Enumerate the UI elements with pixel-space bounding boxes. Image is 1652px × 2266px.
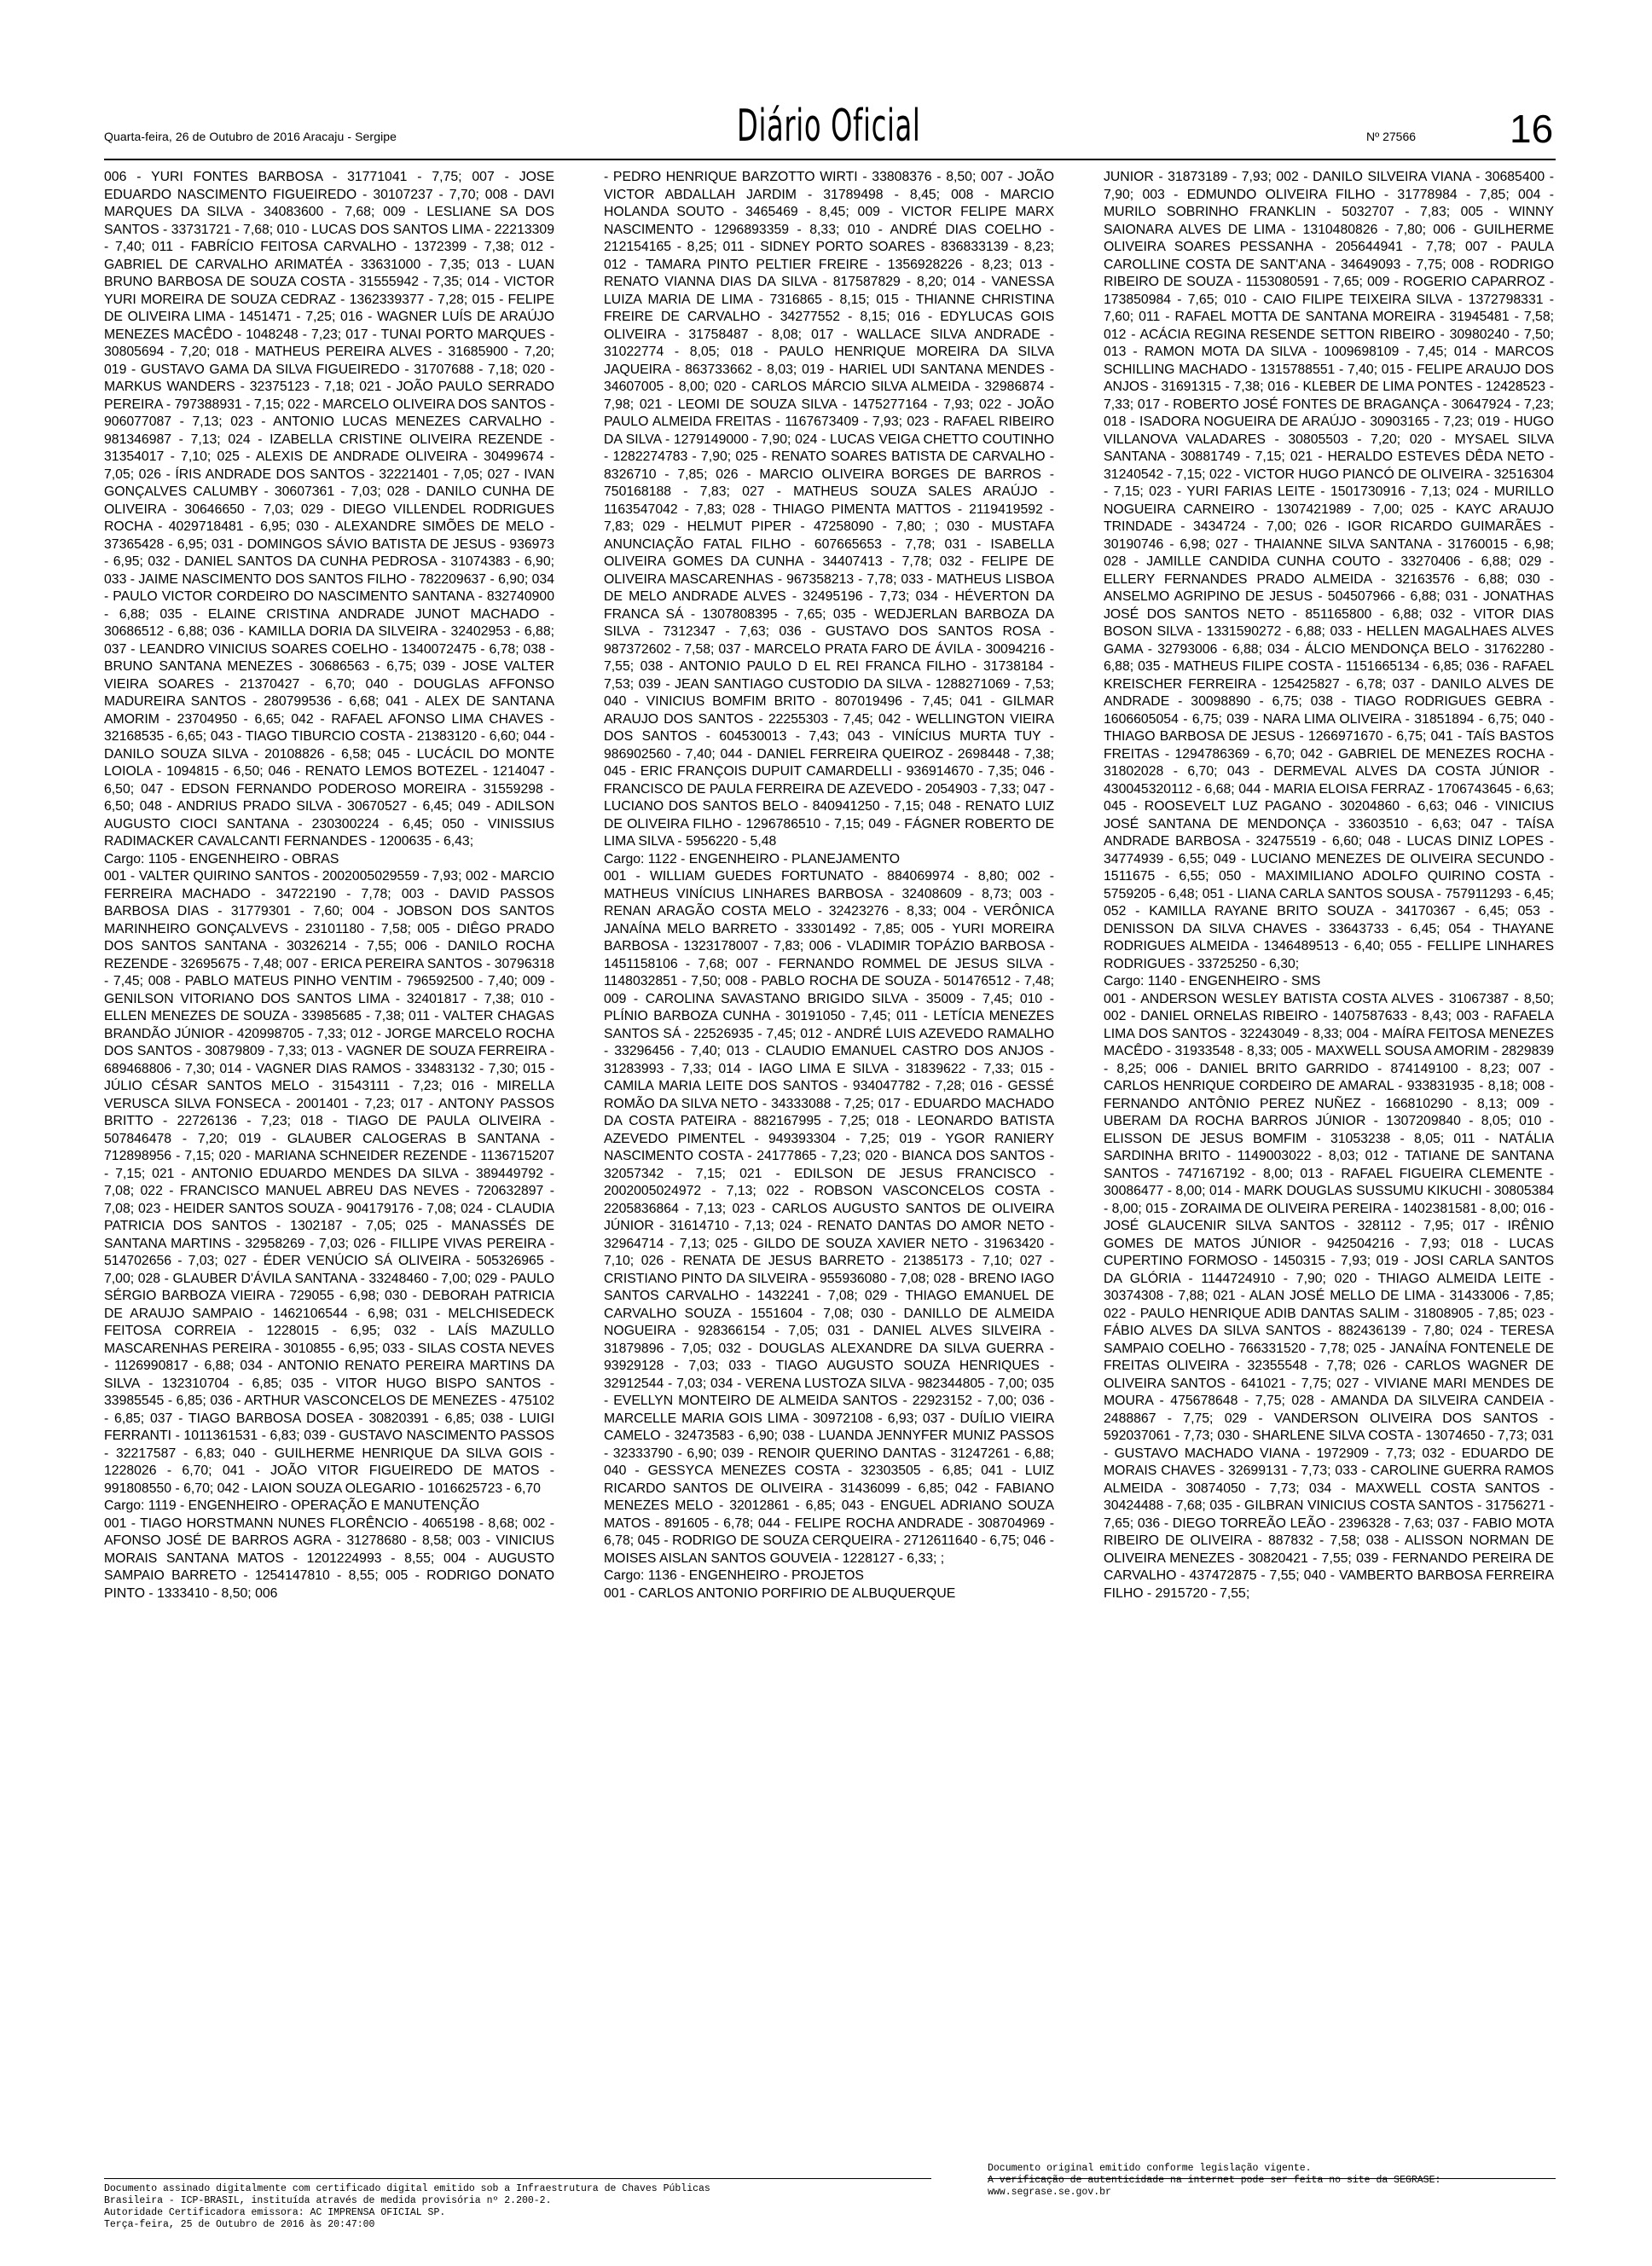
header-date-line: Quarta-feira, 26 de Outubro de 2016 Aracaju - Sergipe (104, 130, 397, 143)
cargo-heading: Cargo: 1119 - ENGENHEIRO - OPERAÇÃO E MANUTENÇÃO (104, 1498, 480, 1513)
footer-divider-left (104, 2178, 931, 2179)
footer-line: Documento original emitido conforme legislação vigente. (988, 2163, 1312, 2174)
footer-url: www.segrase.se.gov.br (988, 2187, 1111, 2198)
cargo-heading: Cargo: 1105 - ENGENHEIRO - OBRAS (104, 851, 339, 866)
header-divider (104, 159, 1556, 160)
footer-line: Terça-feira, 25 de Outubro de 2016 às 20:47:00 (104, 2219, 375, 2230)
page-number: 16 (1510, 107, 1554, 151)
footer-line: Brasileira - ICP-BRASIL, instituída através de medida provisória nº 2.200-2. (104, 2195, 552, 2206)
candidate-list: - PEDRO HENRIQUE BARZOTTO WIRTI - 33808376 - 8,50; 007 - JOÃO VICTOR ABDALLAH JARDIM - 31789498 - 8,45; 008 - MARCIO HOLANDA SOUTO - 3465469 - 8,45; 009 - VICTOR FELIPE MARX NASCIMENTO - 1296893359 - 8,33; 010 - ANDRÉ DIAS COELHO - 212154165 - 8,25; 011 - SIDNEY PORTO SOARES - 836833139 - 8,23; 012 - TAMARA PINTO PELTIER FREIRE - 1356928226 - 8,23; 013 - RENATO VIANNA DIAS DA SILVA - 817587829 - 8,20; 014 - VANESSA LUIZA MARIA DE LIMA - 7316865 - 8,15; 015 - THIANNE CHRISTINA FREIRE DE CARVALHO - 34277552 - 8,15; 016 - EDYLUCAS GOIS OLIVEIRA - 31758487 - 8,08; 017 - WALLACE SILVA ANDRADE - 31022774 - 8,05; 018 - PAULO HENRIQUE MOREIRA DA SILVA JAQUEIRA - 863733662 - 8,03; 019 - HARIEL UDI SANTANA MENDES - 34607005 - 8,00; 020 - CARLOS MÁRCIO SILVA ALMEIDA - 32986874 - 7,98; 021 - LEOMI DE SOUZA SILVA - 1475277164 - 7,93; 022 - JOÃO PAULO ALMEIDA FREITAS - 1167673409 - 7,93; 023 - RAFAEL RIBEIRO DA SILVA - 1279149000 - 7,90; 024 - LUCAS VEIGA CHETTO COUTINHO - 1282274783 - 7,90; 025 - RENATO SOARES BATISTA DE CARVALHO - 8326710 - 7,85; 026 - MARCIO OLIVEIRA BORGES DE BARROS - 750168188 - 7,83; 027 - MATHEUS SOUZA SALES ARAÚJO - 1163547042 - 7,83; 028 - THIAGO PIMENTA MATTOS - 2119419592 - 7,83; 029 - HELMUT PIPER - 47258090 - 7,80; ; 030 - MUSTAFA ANUNCIAÇÃO FATAL FILHO - 607665653 - 7,78; 031 - ISABELLA OLIVEIRA GOMES DA CUNHA - 34407413 - 7,78; 032 - FELIPE DE OLIVEIRA MASCARENHAS - 967358213 - 7,78; 033 - MATHEUS LISBOA DE MELO ANDRADE ALVES - 32495196 - 7,73; 034 - HÉVERTON DA FRANCA SÁ - 1307808395 - 7,65; 035 - WEDJERLAN BARBOZA DA SILVA - 7312347 - 7,63; 036 - GUSTAVO DOS SANTOS ROSA - 987372602 - 7,58; 037 - MARCELO PRATA FARO DE ÁVILA - 30094216 - 7,55; 038 - ANTONIO PAULO D EL REI FRANCA FILHO - 31738184 - 7,53; 039 - JEAN SANTIAGO CUSTODIO DA SILVA - 1288271069 - 7,53; 040 - VINICIUS BOMFIM BRITO - 807019496 - 7,45; 041 - GILMAR ARAUJO DOS SANTOS - 22255303 - 7,45; 042 - WELLINGTON VIEIRA DOS SANTOS - 604530013 - 7,43; 043 - VINÍCIUS MURTA TUY - 986902560 - 7,40; 044 - DANIEL FERREIRA QUEIROZ - 2698448 - 7,38; 045 - ERIC FRANÇOIS DUPUIT CAMARDELLI - 936914670 - 7,35; 046 - FRANCISCO DE PAULA FERREIRA DE AZEVEDO - 2054903 - 7,33; 047 - LUCIANO DOS SANTOS BELO - 840941250 - 7,15; 048 - RENATO LUIZ DE OLIVEIRA FILHO - 1296786510 - 7,15; 049 - FÁGNER ROBERTO DE LIMA SILVA - 5956220 - 5,48 (604, 170, 1054, 849)
page-header (104, 96, 1556, 154)
candidate-list: 001 - WILLIAM GUEDES FORTUNATO - 884069974 - 8,80; 002 - MATHEUS VINÍCIUS LINHARES BARBOSA - 32408609 - 8,73; 003 - RENAN ARAGÃO COSTA MELO - 32423276 - 8,33; 004 - VERÔNICA JANAÍNA MELO BARRETO - 33301492 - 7,85; 005 - YURI MOREIRA BARBOSA - 1323178007 - 7,83; 006 - VLADIMIR TOPÁZIO BARBOSA - 1451158106 - 7,68; 007 - FERNANDO ROMMEL DE JESUS SILVA - 1148032851 - 7,50; 008 - PABLO ROCHA DE SOUZA - 501476512 - 7,48; 009 - CAROLINA SAVASTANO BRIGIDO SILVA - 35009 - 7,45; 010 - PLÍNIO BARBOZA CUNHA - 30191050 - 7,45; 011 - LETÍCIA MENEZES SANTOS SÁ - 22526935 - 7,45; 012 - ANDRÉ LUIS AZEVEDO RAMALHO - 33296456 - 7,40; 013 - CLAUDIO EMANUEL CASTRO DOS ANJOS - 31283993 - 7,33; 014 - IAGO LIMA E SILVA - 31839622 - 7,33; 015 - CAMILA MARIA LEITE DOS SANTOS - 934047782 - 7,28; 016 - GESSÉ ROMÃO DA SILVA NETO - 34333088 - 7,25; 017 - EDUARDO MACHADO DA COSTA PATEIRA - 882167995 - 7,25; 018 - LEONARDO BATISTA AZEVEDO PIMENTEL - 949393304 - 7,25; 019 - YGOR RANIERY NASCIMENTO COSTA - 24177865 - 7,23; 020 - BIANCA DOS SANTOS - 32057342 - 7,15; 021 - EDILSON DE JESUS FRANCISCO - 2002005024972 - 7,13; 022 - ROBSON VASCONCELOS COSTA - 2205836864 - 7,13; 023 - CARLOS AUGUSTO SANTOS DE OLIVEIRA JÚNIOR - 31614710 - 7,13; 024 - RENATO DANTAS DO AMOR NETO - 32964714 - 7,13; 025 - GILDO DE SOUZA XAVIER NETO - 31963420 - 7,10; 026 - RENATA DE JESUS BARRETO - 21385173 - 7,10; 027 - CRISTIANO PINTO DA SILVEIRA - 955936080 - 7,08; 028 - BRENO IAGO SANTOS CARVALHO - 1432241 - 7,08; 029 - THIAGO EMANUEL DE CARVALHO SOUZA - 1551604 - 7,08; 030 - DANILLO DE ALMEIDA NOGUEIRA - 928366154 - 7,05; 031 - DANIEL ALVES SILVEIRA - 31879896 - 7,05; 032 - DOUGLAS ALEXANDRE DA SILVA GUERRA - 93929128 - 7,03; 033 - TIAGO AUGUSTO SOUZA HENRIQUES - 32912544 - 7,03; 034 - VERENA LUSTOZA SILVA - 982344805 - 7,00; 035 - EVELLYN MONTEIRO DE ALMEIDA SANTOS - 22923152 - 7,00; 036 - MARCELLE MARIA GOIS LIMA - 30972108 - 6,93; 037 - DUÍLIO VIEIRA CAMELO - 32473583 - 6,90; 038 - LUANDA JENNYFER MUNIZ PASSOS - 32333790 - 6,90; 039 - RENOIR QUERINO DANTAS - 31247261 - 6,88; 040 - GESSYCA MENEZES COSTA - 32303505 - 6,85; 041 - LUIZ RICARDO SANTOS DE OLIVEIRA - 31436099 - 6,85; 042 - FABIANO MENEZES MELO - 32012861 - 6,85; 043 - ENGUEL ADRIANO SOUZA MATOS - 891605 - 6,78; 044 - FELIPE ROCHA ANDRADE - 308704969 - 6,78; 045 - RODRIGO DE SOUZA CERQUEIRA - 2712611640 - 6,75; 046 - MOISES AISLAN SANTOS GOUVEIA - 1228127 - 6,33; ; (604, 869, 1054, 1566)
candidate-list: 001 - TIAGO HORSTMANN NUNES FLORÊNCIO - 4065198 - 8,68; 002 - AFONSO JOSÉ DE BARROS AGRA - 31278680 - 8,58; 003 - VINICIUS MORAIS SANTANA MATOS - 1201224993 - 8,55; 004 - AUGUSTO SAMPAIO BARRETO - 1254147810 - 8,55; 005 - RODRIGO DONATO PINTO - 1333410 - 8,50; 006 (104, 1515, 554, 1601)
text-column-2 (604, 169, 1054, 2216)
candidate-list: 001 - VALTER QUIRINO SANTOS - 2002005029559 - 7,93; 002 - MARCIO FERREIRA MACHADO - 34722190 - 7,78; 003 - DAVID PASSOS BARBOSA DIAS - 31779301 - 7,60; 004 - JOBSON DOS SANTOS MARINHEIRO GONÇALVEVS - 23101180 - 7,58; 005 - DIÊGO PRADO DOS SANTOS SANTANA - 30326214 - 7,55; 006 - DANILO ROCHA REZENDE - 32695675 - 7,48; 007 - ERICA PEREIRA SANTOS - 30796318 - 7,45; 008 - PABLO MATEUS PINHO VENTIM - 796592500 - 7,40; 009 - GENILSON VITORIANO DOS SANTOS LIMA - 32401817 - 7,38; 010 - ELLEN MENEZES DE SOUZA - 33985685 - 7,38; 011 - VALTER CHAGAS BRANDÃO JÚNIOR - 420998705 - 7,33; 012 - JORGE MARCELO ROCHA DOS SANTOS - 30879809 - 7,33; 013 - VAGNER DE SOUZA FERREIRA - 689468806 - 7,30; 014 - VAGNER DIAS RAMOS - 33483132 - 7,30; 015 - JÚLIO CÉSAR SANTOS MELO - 31543111 - 7,23; 016 - MIRELLA VERUSCA SILVA FONSECA - 2001401 - 7,23; 017 - ANTONY PASSOS BRITTO - 22726136 - 7,23; 018 - TIAGO DE PAULA OLIVEIRA - 507846478 - 7,20; 019 - GLAUBER CALOGERAS B SANTANA - 712898956 - 7,15; 020 - MARIANA SCHNEIDER REZENDE - 1136715207 - 7,15; 021 - ANTONIO EDUARDO MENDES DA SILVA - 389449792 - 7,08; 022 - FRANCISCO MANUEL ABREU DAS NEVES - 720632897 - 7,08; 023 - HEIDER SANTOS SOUZA - 904179176 - 7,08; 024 - CLAUDIA PATRICIA DOS SANTOS - 1302187 - 7,05; 025 - MANASSÉS DE SANTANA MARTINS - 32958269 - 7,03; 026 - FILLIPE VIVAS PEREIRA - 514702656 - 7,03; 027 - ÉDER VENÚCIO SÁ OLIVEIRA - 505326965 - 7,00; 028 - GLAUBER D'ÁVILA SANTANA - 33248460 - 7,00; 029 - PAULO SÉRGIO BARBOZA VIEIRA - 729055 - 6,98; 030 - DEBORAH PATRICIA DE ARAUJO SAMPAIO - 1462106544 - 6,98; 031 - MELCHISEDECK FEITOSA CORREIA - 1228015 - 6,95; 032 - LAÍS MAZULLO MASCARENHAS PEREIRA - 3010855 - 6,95; 033 - SILAS COSTA NEVES - 1126990817 - 6,88; 034 - ANTONIO RENATO PEREIRA MARTINS DA SILVA - 132310704 - 6,85; 035 - VITOR HUGO BISPO SANTOS - 33985545 - 6,85; 036 - ARTHUR VASCONCELOS DE MENEZES - 475102 - 6,85; 037 - TIAGO BARBOSA DOSEA - 30820391 - 6,85; 038 - LUIGI FERRANTI - 1011361531 - 6,83; 039 - GUSTAVO NASCIMENTO PASSOS - 32217587 - 6,83; 040 - GUILHERME HENRIQUE DA SILVA GOIS - 1228026 - 6,70; 041 - JOÃO VITOR FIGUEIREDO DE MATOS - 991808550 - 6,70; 042 - LAION SOUZA OLEGARIO - 1016625723 - 6,70 (104, 869, 554, 1496)
candidate-list: 006 - YURI FONTES BARBOSA - 31771041 - 7,75; 007 - JOSE EDUARDO NASCIMENTO FIGUEIREDO - 30107237 - 7,70; 008 - DAVI MARQUES DA SILVA - 34083600 - 7,68; 009 - LESLIANE SA DOS SANTOS - 33731721 - 7,68; 010 - LUCAS DOS SANTOS LIMA - 22213309 - 7,40; 011 - FABRÍCIO FEITOSA CARVALHO - 1372399 - 7,38; 012 - GABRIEL DE CARVALHO ARIMATÉA - 33631000 - 7,35; 013 - LUAN BRUNO BARBOSA DE SOUZA COSTA - 31555942 - 7,35; 014 - VICTOR YURI MOREIRA DE SOUZA CEDRAZ - 1362339377 - 7,28; 015 - FELIPE DE OLIVEIRA LIMA - 1451471 - 7,25; 016 - WAGNER LUÍS DE ARAÚJO MENEZES MACÊDO - 1048248 - 7,23; 017 - TUNAI PORTO MARQUES - 30805694 - 7,20; 018 - MATHEUS PEREIRA ALVES - 31685900 - 7,20; 019 - GUSTAVO GAMA DA SILVA FIGUEIREDO - 31707688 - 7,18; 020 - MARKUS WANDERS - 32375123 - 7,18; 021 - JOÃO PAULO SERRADO PEREIRA - 797388931 - 7,15; 022 - MARCELO OLIVEIRA DOS SANTOS - 906077087 - 7,13; 023 - ANTONIO LUCAS MENEZES CARVALHO - 981346987 - 7,13; 024 - IZABELLA CRISTINE OLIVEIRA REZENDE - 31354017 - 7,10; 025 - ALEXIS DE ANDRADE OLIVEIRA - 30499674 - 7,05; 026 - ÍRIS ANDRADE DOS SANTOS - 32221401 - 7,05; 027 - IVAN GONÇALVES CALUMBY - 30607361 - 7,03; 028 - DANILO CUNHA DE OLIVEIRA - 30646650 - 7,03; 029 - DIEGO VILLENDEL RODRIGUES ROCHA - 4029718481 - 6,95; 030 - ALEXANDRE SIMÕES DE MELO - 37365428 - 6,95; 031 - DOMINGOS SÁVIO BATISTA DE JESUS - 936973 - 6,95; 032 - DANIEL SANTOS DA CUNHA PEDROSA - 31074383 - 6,90; 033 - JAIME NASCIMENTO DOS SANTOS FILHO - 782209637 - 6,90; 034 - PAULO VICTOR CORDEIRO DO NASCIMENTO SANTANA - 832740900 - 6,88; 035 - ELAINE CRISTINA ANDRADE JUNOT MACHADO - 30686512 - 6,88; 036 - KAMILLA DORIA DA SILVEIRA - 32402953 - 6,88; 037 - LEANDRO VINICIUS SOARES COELHO - 1340072475 - 6,78; 038 - BRUNO SANTANA MENEZES - 30686563 - 6,75; 039 - JOSE VALTER VIEIRA SOARES - 21370427 - 6,70; 040 - DOUGLAS AFFONSO MADUREIRA SANTOS - 280799536 - 6,68; 041 - ALEX DE SANTANA AMORIM - 23704950 - 6,65; 042 - RAFAEL AFONSO LIMA CHAVES - 32168535 - 6,65; 043 - TIAGO TIBURCIO COSTA - 21383120 - 6,60; 044 - DANILO SOUZA SILVA - 20108826 - 6,58; 045 - LUCÁCIL DO MONTE LOIOLA - 1094815 - 6,50; 046 - RENATO LEMOS BOTEZEL - 1214047 - 6,50; 047 - EDSON FERNANDO PODEROSO MOREIRA - 31559298 - 6,50; 048 - ANDRIUS PRADO SILVA - 30670527 - 6,45; 049 - ADILSON AUGUSTO CIOCI SANTANA - 230300224 - 6,45; 050 - VINISSIUS RADIMACKER CAVALCANTI FERNANDES - 1200635 - 6,43; (104, 170, 554, 849)
footer-authenticity-note (988, 2163, 1568, 2199)
candidate-list: 001 - CARLOS ANTONIO PORFIRIO DE ALBUQUERQUE (604, 1585, 956, 1601)
cargo-heading: Cargo: 1122 - ENGENHEIRO - PLANEJAMENTO (604, 851, 901, 866)
text-column-3 (1104, 169, 1554, 2216)
cargo-heading: Cargo: 1136 - ENGENHEIRO - PROJETOS (604, 1568, 864, 1583)
footer-line: Documento assinado digitalmente com certificado digital emitido sob a Infraestrutura de Chaves Públicas (104, 2183, 710, 2194)
issue-number: Nº 27566 (1366, 130, 1417, 143)
newspaper-title: Diário Oficial (737, 101, 921, 152)
text-column-1 (104, 169, 554, 2216)
footer-signature-note (104, 2183, 957, 2231)
candidate-list: 001 - ANDERSON WESLEY BATISTA COSTA ALVES - 31067387 - 8,50; 002 - DANIEL ORNELAS RIBEIRO - 1407587633 - 8,43; 003 - RAFAELA LIMA DOS SANTOS - 32243049 - 8,33; 004 - MAÍRA FEITOSA MENEZES MACÊDO - 31933548 - 8,33; 005 - MAXWELL SOUSA AMORIM - 2829839 - 8,25; 006 - DANIEL BRITO GARRIDO - 874149100 - 8,23; 007 - CARLOS HENRIQUE CORDEIRO DE AMARAL - 933831935 - 8,18; 008 - FERNANDO ANTÔNIO PEREZ NUÑEZ - 166810290 - 8,13; 009 - UBERAM DA ROCHA BARROS JÚNIOR - 1307209840 - 8,05; 010 - ELISSON DE JESUS BOMFIM - 31053238 - 8,05; 011 - NATÁLIA SARDINHA BRITO - 1149003022 - 8,03; 012 - TATIANE DE SANTANA SANTOS - 747167192 - 8,00; 013 - RAFAEL FIGUEIRA CLEMENTE - 30086477 - 8,00; 014 - MARK DOUGLAS SUSSUMU KIKUCHI - 30805384 - 8,00; 015 - ZORAIMA DE OLIVEIRA PEREIRA - 1402381581 - 8,00; 016 - JOSÉ GLAUCENIR SILVA SANTOS - 328112 - 7,95; 017 - IRÊNIO GOMES DE MATOS JÚNIOR - 942504216 - 7,93; 018 - LUCAS CUPERTINO FORMOSO - 1450315 - 7,93; 019 - JOSI CARLA SANTOS DA GLÓRIA - 1144724910 - 7,90; 020 - THIAGO ALMEIDA LEITE - 30374308 - 7,88; 021 - ALAN JOSÉ MELLO DE LIMA - 31433006 - 7,85; 022 - PAULO HENRIQUE ADIB DANTAS SALIM - 31808905 - 7,85; 023 - FÁBIO ALVES DA SILVA SANTOS - 882436139 - 7,80; 024 - TERESA SAMPAIO COELHO - 766331520 - 7,78; 025 - JANAÍNA FONTENELE DE FREITAS OLIVEIRA - 32355548 - 7,78; 026 - CARLOS WAGNER DE OLIVEIRA SANTOS - 641021 - 7,75; 027 - VIVIANE MARI MENDES DE MOURA - 475678648 - 7,75; 028 - AMANDA DA SILVEIRA CANDEIA - 2488867 - 7,75; 029 - VANDERSON OLIVEIRA DOS SANTOS - 592037061 - 7,73; 030 - SHARLENE SILVA COSTA - 13074650 - 7,73; 031 - GUSTAVO MACHADO VIANA - 1972909 - 7,73; 032 - EDUARDO DE MORAIS CHAVES - 32699131 - 7,73; 033 - CAROLINE GUERRA RAMOS ALMEIDA - 30874050 - 7,73; 034 - MAXWELL COSTA SANTOS - 30424488 - 7,68; 035 - GILBRAN VINICIUS COSTA SANTOS - 31756271 - 7,65; 036 - DIEGO TORREÃO LEÃO - 2396328 - 7,63; 037 - FABIO MOTA RIBEIRO DE OLIVEIRA - 887832 - 7,58; 038 - ALISSON NORMAN DE OLIVEIRA MENEZES - 30820421 - 7,55; 039 - FERNANDO PEREIRA DE CARVALHO - 437472875 - 7,55; 040 - VAMBERTO BARBOSA FERREIRA FILHO - 2915720 - 7,55; (1104, 991, 1554, 1601)
candidate-list: JUNIOR - 31873189 - 7,93; 002 - DANILO SILVEIRA VIANA - 30685400 - 7,90; 003 - EDMUNDO OLIVEIRA FILHO - 31778984 - 7,85; 004 - MURILO SOBRINHO FRANKLIN - 5032707 - 7,83; 005 - WINNY SAIONARA ALVES DE LIMA - 1310480826 - 7,80; 006 - GUILHERME OLIVEIRA SOARES PESSANHA - 205644941 - 7,78; 007 - PAULA CAROLLINE COSTA DE SANT'ANA - 34649093 - 7,75; 008 - RODRIGO RIBEIRO DE SOUZA - 1153080591 - 7,65; 009 - ROGERIO CAPARROZ - 173850984 - 7,65; 010 - CAIO FILIPE TEIXEIRA SILVA - 1372798331 - 7,60; 011 - RAFAEL MOTTA DE SANTANA MOREIRA - 31945481 - 7,58; 012 - ACÁCIA REGINA RESENDE SETTON RIBEIRO - 30980240 - 7,50; 013 - RAMON MOTA DA SILVA - 1009698109 - 7,45; 014 - MARCOS SCHILLING MACHADO - 1315788551 - 7,40; 015 - FELIPE ARAUJO DOS ANJOS - 31691315 - 7,38; 016 - KLEBER DE LIMA PONTES - 12428523 - 7,33; 017 - ROBERTO JOSÉ FONTES DE BRAGANÇA - 30647924 - 7,23; 018 - ISADORA NOGUEIRA DE ARAÚJO - 30903165 - 7,23; 019 - HUGO VILLANOVA VALADARES - 30805503 - 7,20; 020 - MYSAEL SILVA SANTANA - 30881749 - 7,15; 021 - HERALDO ESTEVES DÊDA NETO - 31240542 - 7,15; 022 - VICTOR HUGO PIANCÓ DE OLIVEIRA - 32516304 - 7,15; 023 - YURI FARIAS LEITE - 1501730916 - 7,13; 024 - MURILLO NOGUEIRA CARNEIRO - 1307421989 - 7,00; 025 - KAYC ARAUJO TRINDADE - 3434724 - 7,00; 026 - IGOR RICARDO GUIMARÃES - 30190746 - 6,98; 027 - THAIANNE SILVA SANTANA - 31760015 - 6,98; 028 - JAMILLE CANDIDA CUNHA COUTO - 33270406 - 6,88; 029 - ELLERY FERNANDES PRADO ALMEIDA - 32163576 - 6,88; 030 - ANSELMO AGRIPINO DE JESUS - 504507966 - 6,88; 031 - JONATHAS JOSÉ DOS SANTOS NETO - 851165800 - 6,88; 032 - VITOR DIAS BOSON SILVA - 1331590272 - 6,88; 033 - HELLEN MAGALHAES ALVES GAMA - 32793006 - 6,88; 034 - ÁLCIO MENDONÇA BELO - 31762280 - 6,88; 035 - MATHEUS FILIPE COSTA - 1151665134 - 6,85; 036 - RAFAEL KREISCHER FERREIRA - 125425827 - 6,78; 037 - DANILO ALVES DE ANDRADE - 30098890 - 6,75; 038 - TIAGO RODRIGUES GEBRA - 1606605054 - 6,75; 039 - NARA LIMA OLIVEIRA - 31851894 - 6,75; 040 - THIAGO BARBOSA DE JESUS - 1266971670 - 6,75; 041 - TAÍS BASTOS FREITAS - 1294786369 - 6,70; 042 - GABRIEL DE MENEZES ROCHA - 31802028 - 6,70; 043 - DERMEVAL ALVES DA COSTA JÚNIOR - 430045320112 - 6,68; 044 - MARIA ELOISA FERRAZ - 1706743645 - 6,63; 045 - ROOSEVELT LUZ PAGANO - 30204860 - 6,63; 046 - VINICIUS JOSÉ SANTANA DE MENDONÇA - 33603510 - 6,63; 047 - TAÍSA ANDRADE BARBOSA - 32475519 - 6,60; 048 - LUCAS DINIZ LOPES - 34774939 - 6,55; 049 - LUCIANO MENEZES DE OLIVEIRA SECUNDO - 1511675 - 6,55; 050 - MAXIMILIANO ADOLFO QUIRINO COSTA - 5759205 - 6,48; 051 - LIANA CARLA SANTOS SOUSA - 757911293 - 6,45; 052 - KAMILLA RAYANE BRITO SOUZA - 34170367 - 6,45; 053 - DENISSON DA SILVA CHAVES - 33643733 - 6,45; 054 - THAYANE RODRIGUES ALMEIDA - 1346489513 - 6,40; 055 - FELLIPE LINHARES RODRIGUES - 33725250 - 6,30; (1104, 170, 1554, 971)
footer-line: A verificação de autenticidade na internet pode ser feita no site da SEGRASE: (988, 2175, 1441, 2186)
cargo-heading: Cargo: 1140 - ENGENHEIRO - SMS (1104, 974, 1321, 988)
footer-line: Autoridade Certificadora emissora: AC IMPRENSA OFICIAL SP. (104, 2207, 446, 2218)
